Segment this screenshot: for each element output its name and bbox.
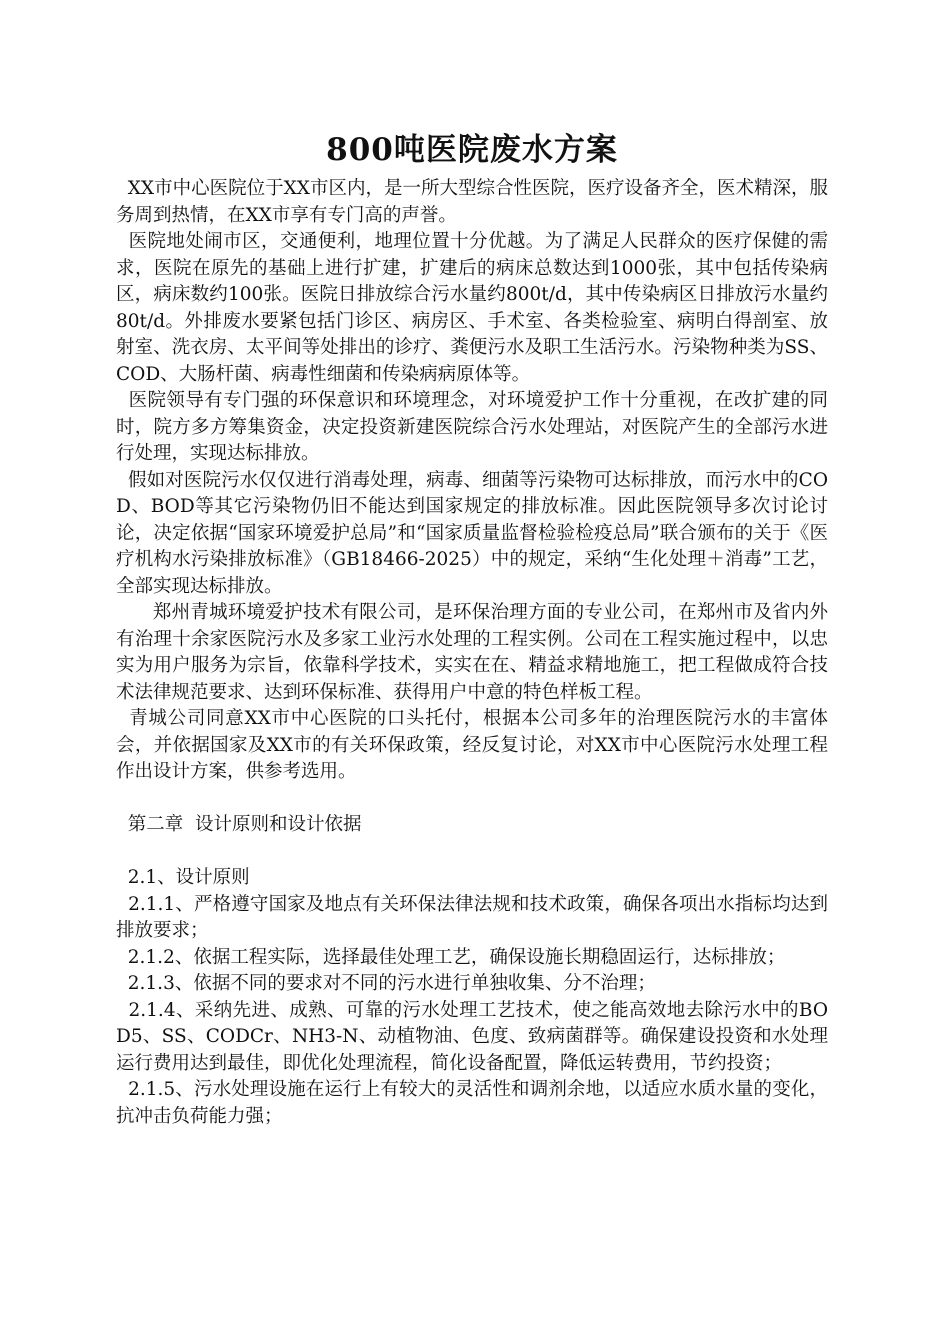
principle-item: 2.1.3、依据不同的要求对不同的污水进行单独收集、分不治理；: [116, 973, 656, 994]
section-heading: 2.1、设计原则: [116, 867, 250, 888]
principle-item: 2.1.4、采纳先进、成熟、可靠的污水处理工艺技术，使之能高效地去除污水中的BOD5、SS、CODCr、NH3-N、动植物油、色度、致病菌群等。确保建设投资和水处理运行费用达到最佳，即优化处理流程，简化设备配置，降低运转费用，节约投资；: [116, 999, 828, 1074]
paragraph-commission: 青城公司同意XX市中心医院的口头托付，根据本公司多年的治理医院污水的丰富体会，并依据国家及XX市的有关环保政策，经反复讨论，对XX市中心医院污水处理工程作出设计方案，供参考选用。: [116, 708, 828, 782]
spacer: [116, 786, 828, 813]
principle-item: 2.1.2、依据工程实际，选择最佳处理工艺，确保设施长期稳固运行，达标排放；: [116, 946, 786, 968]
paragraph-standard: 假如对医院污水仅仅进行消毒处理，病毒、细菌等污染物可达标排放，而污水中的COD、BOD等其它污染物仍旧不能达到国家规定的排放标准。因此医院领导多次讨论讨论，决定依据“国家环境爱护总局”和“国家质量监督检验检疫总局”联合颁布的关于《医疗机构水污染排放标准》（GB18466-2025）中的规定，采纳“生化处理＋消毒”工艺，全部实现达标排放。: [116, 469, 829, 597]
paragraph-leadership: 医院领导有专门强的环保意识和环境理念，对环境爱护工作十分重视，在改扩建的同时，院方多方筹集资金，决定投资新建医院综合污水处理站，对医院产生的全部污水进行处理，实现达标排放。: [116, 390, 828, 464]
principle-item: 2.1.5、污水处理设施在运行上有较大的灵活性和调剂余地，以适应水质水量的变化，抗冲击负荷能力强；: [116, 1079, 829, 1127]
paragraph-intro: XX市中心医院位于XX市区内，是一所大型综合性医院，医疗设备齐全，医术精深，服务周到热情，在XX市享有专门高的声誉。: [116, 178, 828, 226]
principle-item: 2.1.1、严格遵守国家及地点有关环保法律法规和技术政策，确保各项出水指标均达到排放要求；: [116, 893, 829, 941]
document-title: 800吨医院废水方案: [326, 132, 618, 168]
chapter-heading: 第二章 设计原则和设计依据: [116, 814, 362, 835]
paragraph-location: 医院地处闹市区，交通便利，地理位置十分优越。为了满足人民群众的医疗保健的需求，医院在原先的基础上进行扩建，扩建后的病床总数达到1000张，其中包括传染病区，病床数约100张。医院日排放综合污水量约800t/d，其中传染病区日排放污水量约80t/d。外排废水要紧包括门诊区、病房区、手术室、各类检验室、病明白得剖室、放射室、洗衣房、太平间等处排出的诊疗、粪便污水及职工生活污水。污染物种类为SS、COD、大肠杆菌、病毒性细菌和传染病病原体等。: [116, 231, 828, 385]
spacer: [116, 839, 828, 866]
document-page: [116, 128, 828, 1130]
paragraph-company: 郑州青城环境爱护技术有限公司，是环保治理方面的专业公司，在郑州市及省内外有治理十余家医院污水及多家工业污水处理的工程实例。公司在工程实施过程中，以忠实为用户服务为宗旨，依靠科学技术，实实在在、精益求精地施工，把工程做成符合技术法律规范要求、达到环保标准、获得用户中意的特色样板工程。: [116, 602, 828, 703]
